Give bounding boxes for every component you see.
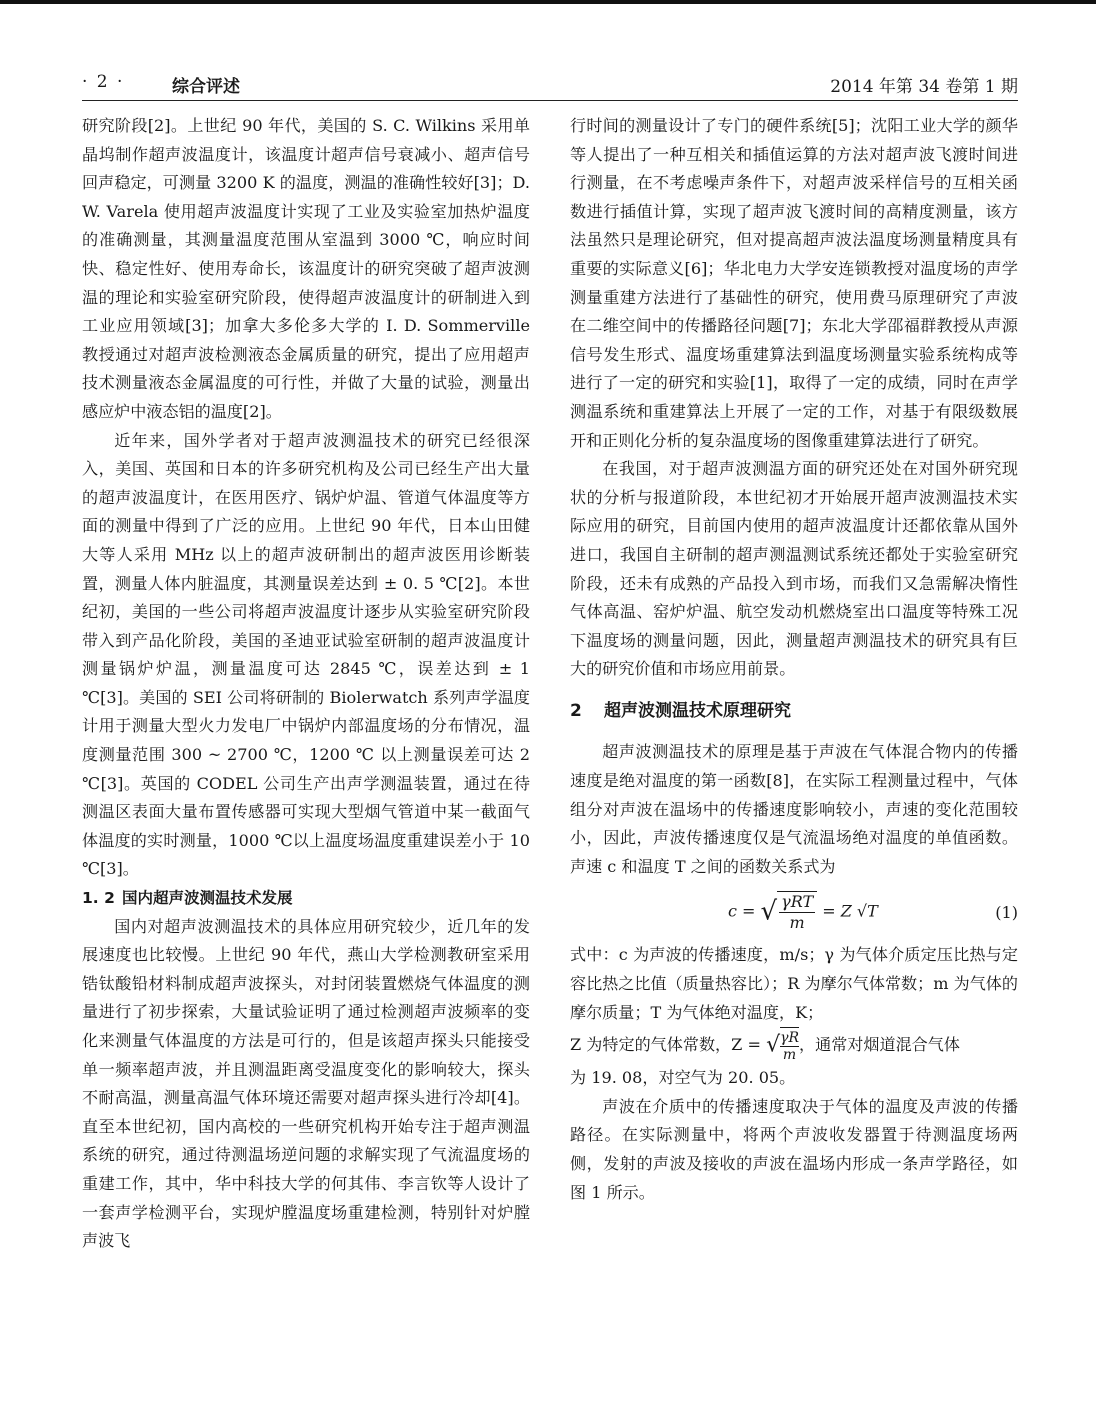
z-definition-text: Z 为特定的气体常数，Z =	[570, 1035, 761, 1055]
paragraph: 研究阶段[2]。上世纪 90 年代，美国的 S. C. Wilkins 采用单晶坞制作超声波温度计，该温度计超声信号衰减小、超声信号回声稳定，可测量 3200 K 的温度，测温的准确性较好[3]；D. W. Varela 使用超声波温度计实现了工业及实验室加热炉温度的准确测量，其测量温度范围从室温到 3000 ℃，响应时间快、稳定性好、使用寿命长，该温度计的研究突破了超声波测温的理论和实验室研究阶段，使得超声波温度计的研制进入到工业应用领域[3]；加拿大多伦多大学的 I. D. Sommerville 教授通过对超声波检测液态金属质量的研究，提出了应用超声技术测量液态金属温度的可行性，并做了大量的试验，测量出感应炉中液态铝的温度[2]。	[82, 116, 530, 421]
equation-body	[728, 891, 878, 933]
subsection-title: 国内超声波测温技术发展	[122, 889, 293, 908]
section-heading	[570, 684, 1018, 739]
z-denominator: m	[782, 1047, 797, 1064]
paragraph: 式中：c 为声波的传播速度，m/s；γ 为气体介质定压比热与定容比热之比值（质量热容比）；R 为摩尔气体常数；m 为气体的摩尔质量；T 为气体绝对温度，K；	[570, 945, 1018, 1022]
section-heading-title: 超声波测温技术原理研究	[604, 700, 791, 721]
section-title: 综合评述	[172, 77, 240, 97]
journal-issue: 2014 年第 34 卷第 1 期	[830, 77, 1018, 97]
z-numerator: γR	[780, 1030, 800, 1047]
equation-lhs: c =	[728, 901, 756, 921]
equation-denominator: m	[789, 913, 805, 933]
sqrt-symbol: √ $\frac{\text{γRT}}{m}$	[761, 891, 818, 933]
sqrt-symbol: √ $\frac{\gamma R}{m}$	[766, 1027, 799, 1064]
paragraph: 超声波测温技术的原理是基于声波在气体混合物内的传播速度是绝对温度的第一函数[8]，在实际工程测量过程中，气体组分对声波在温场中的传播速度影响较小，声速的变化范围较小，因此，声波传播速度仅是气流温场绝对温度的单值函数。声速 c 和温度 T 之间的函数关系式为	[570, 742, 1018, 876]
page-header	[82, 70, 1018, 98]
left-column	[82, 112, 530, 1256]
subsection-number: 1. 2	[82, 889, 115, 908]
equation-1	[570, 881, 1018, 941]
header-rule	[82, 100, 1018, 101]
equation-numerator: γRT	[781, 892, 814, 912]
paragraph: 声波在介质中的传播速度取决于气体的温度及声波的传播路径。在实际测量中，将两个声波收发器置于待测温度场两侧，发射的声波及接收的声波在温场内形成一条声学路径，如图 1 所示。	[570, 1096, 1018, 1202]
right-column	[570, 112, 1018, 1207]
section-number: 2	[570, 700, 582, 721]
paragraph	[570, 1027, 1018, 1064]
equation-number: (1)	[995, 903, 1018, 923]
subsection-heading	[82, 884, 530, 913]
page-number: · 2 ·	[82, 72, 125, 92]
paragraph: 为 19. 08，对空气为 20. 05。	[570, 1068, 796, 1088]
paragraph: 行时间的测量设计了专门的硬件系统[5]；沈阳工业大学的颜华等人提出了一种互相关和插值运算的方法对超声波飞渡时间进行测量，在不考虑噪声条件下，对超声波采样信号的互相关函数进行插值计算，实现了超声波飞渡时间的高精度测量，该方法虽然只是理论研究，但对提高超声波法温度场测量精度具有重要的实际意义[6]；华北电力大学安连锁教授对温度场的声学测量重建方法进行了基础性的研究，使用费马原理研究了声波在二维空间中的传播路径问题[7]；东北大学邵福群教授从声源信号发生形式、温度场重建算法到温度场测量实验系统构成等进行了一定的研究和实验[1]，取得了一定的成绩，同时在声学测温系统和重建算法上开展了一定的工作，对基于有限级数展开和正则化分析的复杂温度场的图像重建算法进行了研究。	[570, 116, 1018, 450]
z-definition-tail: ，通常对烟道混合气体	[799, 1035, 960, 1055]
equation-rhs: = Z √T	[822, 901, 878, 921]
top-border	[0, 0, 1096, 4]
paragraph: 近年来，国外学者对于超声波测温技术的研究已经很深入，美国、英国和日本的许多研究机构及公司已经生产出大量的超声波温度计，在医用医疗、锅炉炉温、管道气体温度等方面的测量中得到了广泛的应用。上世纪 90 年代，日本山田健大等人采用 MHz 以上的超声波研制出的超声波医用诊断装置，测量人体内脏温度，其测量误差达到 ± 0. 5 ℃[2]。本世纪初，美国的一些公司将超声波温度计逐步从实验室研究阶段带入到产品化阶段，美国的圣迪亚试验室研制的超声波温度计测量锅炉炉温，测量温度可达 2845 ℃，误差达到 ± 1 ℃[3]。美国的 SEI 公司将研制的 Biolerwatch 系列声学温度计用于测量大型火力发电厂中锅炉内部温度场的分布情况，温度测量范围 300 ~ 2700 ℃，1200 ℃ 以上测量误差可达 2 ℃[3]。英国的 CODEL 公司生产出声学测温装置，通过在待测温区表面大量布置传感器可实现大型烟气管道中某一截面气体温度的实时测量，1000 ℃以上温度场温度重建误差小于 10 ℃[3]。	[82, 430, 530, 879]
paragraph: 国内对超声波测温技术的具体应用研究较少，近几年的发展速度也比较慢。上世纪 90 年代，燕山大学检测教研室采用锆钛酸铅材料制成超声波探头，对封闭装置燃烧气体温度的测量进行了初步探索，大量试验证明了通过检测超声波频率的变化来测量气体温度的方法是可行的，但是该超声探头只能接受单一频率超声波，并且测温距离受温度变化的影响较大，探头不耐高温，测量高温气体环境还需要对超声探头进行冷却[4]。直至本世纪初，国内高校的一些研究机构开始专注于超声测温系统的研究，通过待测温场逆问题的求解实现了气流温度场的重建工作，其中，华中科技大学的何其伟、李言钦等人设计了一套声学检测平台，实现炉膛温度场重建检测，特别针对炉膛声波飞	[82, 916, 530, 1251]
paragraph: 在我国，对于超声波测温方面的研究还处在对国外研究现状的分析与报道阶段，本世纪初才开始展开超声波测温技术实际应用的研究，目前国内使用的超声波温度计还都依靠从国外进口，我国自主研制的超声测温测试系统还都处于实验室研究阶段，还未有成熟的产品投入到市场，而我们又急需解决惰性气体高温、窑炉炉温、航空发动机燃烧室出口温度等特殊工况下温度场的测量问题，因此，测量超声测温技术的研究具有巨大的研究价值和市场应用前景。	[570, 459, 1018, 679]
